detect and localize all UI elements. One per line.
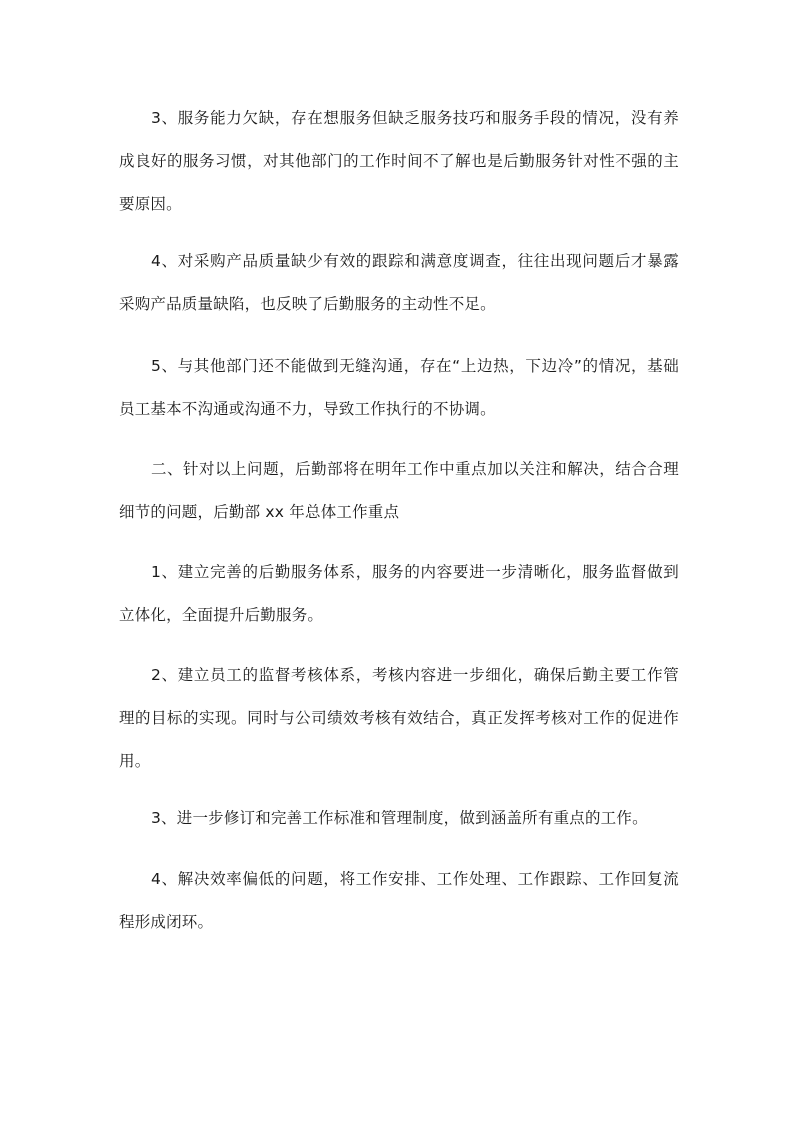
paragraph-section-two-heading: 二、针对以上问题，后勤部将在明年工作中重点加以关注和解决，结合合理细节的问题，后勤部 xx 年总体工作重点 [119,460,679,521]
paragraph-service-system: 1、建立完善的后勤服务体系，服务的内容要进一步清晰化，服务监督做到立体化，全面提升后勤服务。 [119,563,679,624]
paragraph-procurement-quality: 4、对采购产品质量缺少有效的跟踪和满意度调查，往往出现问题后才暴露采购产品质量缺陷，也反映了后勤服务的主动性不足。 [119,252,679,313]
paragraph-communication: 5、与其他部门还不能做到无缝沟通，存在“上边热，下边冷”的情况，基础员工基本不沟通或沟通不力，导致工作执行的不协调。 [119,357,679,418]
paragraph-standards-revision: 3、进一步修订和完善工作标准和管理制度，做到涵盖所有重点的工作。 [151,809,648,827]
paragraph-supervision-assessment: 2、建立员工的监督考核体系，考核内容进一步细化，确保后勤主要工作管理的目标的实现。同时与公司绩效考核有效结合，真正发挥考核对工作的促进作用。 [119,666,679,770]
paragraph-service-capability: 3、服务能力欠缺，存在想服务但缺乏服务技巧和服务手段的情况，没有养成良好的服务习惯，对其他部门的工作时间不了解也是后勤服务针对性不强的主要原因。 [119,109,679,213]
paragraph-efficiency: 4、解决效率偏低的问题，将工作安排、工作处理、工作跟踪、工作回复流程形成闭环。 [119,870,679,931]
